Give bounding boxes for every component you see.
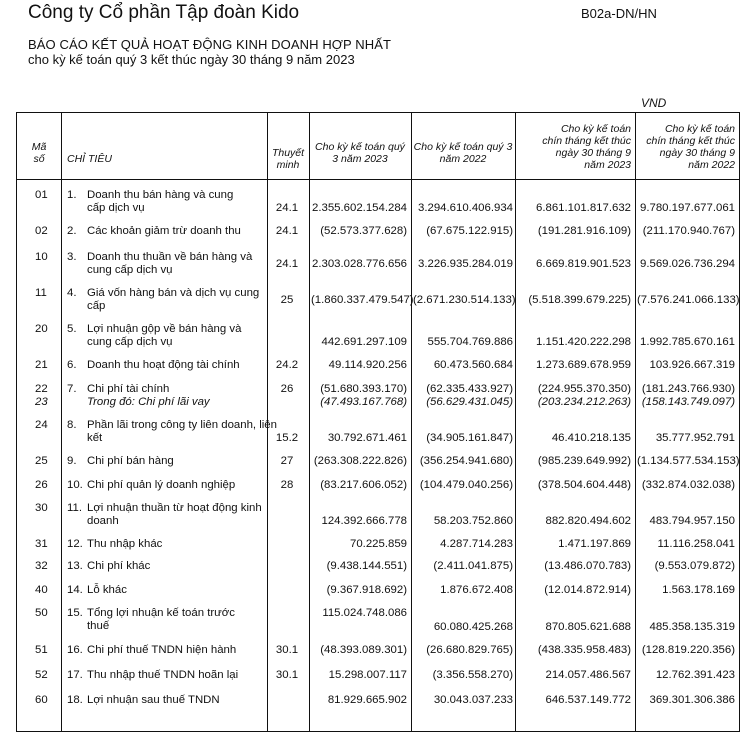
- header-line: chín tháng kết thúc: [542, 135, 631, 147]
- value-q3-2022: (3.356.558.270): [432, 669, 513, 681]
- value-q3-2023: 115.024.748.086: [322, 607, 407, 619]
- row-label: Doanh thu thuần về bán hàng và cung cấp dịch vụ: [87, 251, 253, 276]
- column-divider: [309, 113, 310, 731]
- row-note: 24.1: [275, 258, 299, 270]
- header-line: chín tháng kết thúc: [646, 135, 735, 147]
- row-label: Doanh thu bán hàng và cung cấp dịch vụ: [87, 189, 234, 214]
- value-q3-2022: 58.203.752.860: [433, 515, 513, 527]
- value-9m-2023: (438.335.958.483): [537, 644, 631, 656]
- value-9m-2023: (203.234.212.263): [537, 396, 631, 408]
- row-code: 02: [35, 225, 48, 237]
- value-q3-2023: (9.367.918.692): [326, 584, 407, 596]
- header-line: năm 2022: [439, 153, 487, 165]
- report-period: cho kỳ kế toán quý 3 kết thúc ngày 30 tháng 9 năm 2023: [28, 52, 355, 67]
- row-code: 31: [35, 538, 48, 550]
- row-code: 50: [35, 607, 48, 619]
- row-code: 30: [35, 502, 48, 514]
- form-code: B02a-DN/HN: [581, 6, 657, 21]
- value-9m-2022: 483.794.957.150: [649, 515, 735, 527]
- row-number: 1.: [67, 189, 77, 201]
- value-q3-2022: (67.675.122.915): [426, 225, 513, 237]
- row-label: Doanh thu hoạt động tài chính: [87, 359, 240, 371]
- value-q3-2022: 3.294.610.406.934: [417, 202, 513, 214]
- value-q3-2023: 49.114.920.256: [328, 359, 407, 371]
- value-q3-2022: 1.876.672.408: [440, 584, 513, 596]
- value-q3-2022: (2.411.041.875): [433, 560, 513, 572]
- row-number: 13.: [67, 560, 83, 572]
- row-number: 7.: [67, 383, 77, 395]
- row-code: 11: [35, 287, 47, 299]
- row-code: 23: [35, 396, 48, 408]
- value-9m-2022: (158.143.749.097): [641, 396, 735, 408]
- value-q3-2022: 3.226.935.284.019: [417, 258, 513, 270]
- row-code: 01: [35, 189, 48, 201]
- value-q3-2022: (34.905.161.847): [426, 432, 513, 444]
- header-divider: [17, 179, 739, 180]
- value-q3-2022: 4.287.714.283: [440, 538, 513, 550]
- header-line: năm 2022: [688, 159, 735, 171]
- row-label: Lỗ khác: [87, 584, 127, 596]
- row-label: Lợi nhuận sau thuế TNDN: [87, 694, 220, 706]
- column-divider: [411, 113, 412, 731]
- header-line: Cho kỳ kế toán quý 3: [413, 141, 513, 153]
- row-note: 30.1: [275, 644, 299, 656]
- value-q3-2023: (52.573.377.628): [320, 225, 407, 237]
- row-label: Lợi nhuận gộp về bán hàng và cung cấp dịch vụ: [87, 323, 242, 348]
- header-note-line: minh: [276, 159, 300, 171]
- header-note: [267, 147, 309, 171]
- value-9m-2022: (332.874.032.038): [641, 479, 735, 491]
- header-q3-2023: [311, 141, 409, 165]
- row-number: 5.: [67, 323, 77, 335]
- row-code: 25: [35, 455, 48, 467]
- row-note: 26: [280, 383, 294, 395]
- value-q3-2023: 2.303.028.776.656: [311, 258, 407, 270]
- value-9m-2023: 1.471.197.869: [558, 538, 631, 550]
- row-note: 27: [280, 455, 294, 467]
- row-label: Trong đó: Chi phí lãi vay: [87, 396, 210, 408]
- header-line: Cho kỳ kế toán: [664, 123, 735, 135]
- row-note: 15.2: [275, 432, 299, 444]
- header-line: năm 2023: [584, 159, 631, 171]
- value-9m-2022: (211.170.940.767): [642, 225, 735, 237]
- row-label: Chi phí thuế TNDN hiện hành: [87, 644, 237, 656]
- value-9m-2022: 11.116.258.041: [657, 538, 735, 550]
- value-q3-2022: 60.080.425.268: [433, 621, 513, 633]
- value-9m-2023: 1.273.689.678.959: [535, 359, 631, 371]
- value-q3-2022: (62.335.433.927): [426, 383, 513, 395]
- value-q3-2023: (1.860.337.479.547): [311, 294, 414, 306]
- row-number: 17.: [67, 669, 83, 681]
- row-code: 22: [35, 383, 48, 395]
- value-9m-2022: 9.780.197.677.061: [639, 202, 735, 214]
- row-code: 52: [35, 669, 48, 681]
- value-q3-2023: (9.438.144.551): [326, 560, 407, 572]
- value-q3-2022: (26.680.829.765): [426, 644, 513, 656]
- value-9m-2023: 882.820.494.602: [545, 515, 631, 527]
- header-9m-2022: [637, 123, 735, 171]
- row-note: 24.1: [275, 225, 299, 237]
- value-q3-2023: 30.792.671.461: [327, 432, 407, 444]
- row-number: 11.: [67, 502, 82, 514]
- value-q3-2023: (263.308.222.826): [313, 455, 407, 467]
- row-number: 12.: [67, 538, 83, 550]
- value-9m-2023: (12.014.872.914): [544, 584, 631, 596]
- row-number: 8.: [67, 419, 77, 431]
- column-divider: [515, 113, 516, 731]
- row-label: Lợi nhuận thuần từ hoạt động kinh doanh: [87, 502, 262, 527]
- row-label: Chi phí quản lý doanh nghiệp: [87, 479, 236, 491]
- value-q3-2022: (104.479.040.256): [419, 479, 513, 491]
- row-number: 6.: [67, 359, 77, 371]
- value-9m-2023: 6.669.819.901.523: [535, 258, 631, 270]
- header-9m-2023: [517, 123, 631, 171]
- row-code: 21: [35, 359, 48, 371]
- value-9m-2023: (985.239.649.992): [537, 455, 631, 467]
- row-note: 30.1: [275, 669, 299, 681]
- value-9m-2023: 214.057.486.567: [545, 669, 631, 681]
- value-9m-2022: (181.243.766.930): [641, 383, 735, 395]
- value-9m-2022: (7.576.241.066.133): [637, 294, 740, 306]
- row-number: 10.: [67, 479, 83, 491]
- value-q3-2022: (56.629.431.045): [426, 396, 513, 408]
- value-q3-2022: (356.254.941.680): [419, 455, 513, 467]
- value-q3-2023: 81.929.665.902: [327, 694, 407, 706]
- row-label: Các khoản giảm trừ doanh thu: [87, 225, 241, 237]
- value-9m-2023: (224.955.370.350): [537, 383, 631, 395]
- row-number: 2.: [67, 225, 77, 237]
- value-9m-2022: 485.358.135.319: [649, 621, 735, 633]
- value-9m-2022: 35.777.952.791: [655, 432, 735, 444]
- value-9m-2022: 103.926.667.319: [649, 359, 735, 371]
- value-9m-2022: (9.553.079.872): [654, 560, 735, 572]
- row-note: 25: [280, 294, 294, 306]
- income-statement-table: [16, 112, 740, 732]
- value-q3-2023: (48.393.089.301): [320, 644, 407, 656]
- company-name: Công ty Cổ phần Tập đoàn Kido: [28, 2, 300, 23]
- header-code: [21, 141, 57, 165]
- row-note: 28: [280, 479, 294, 491]
- value-9m-2022: (1.134.577.534.153): [637, 455, 740, 467]
- value-q3-2022: 30.043.037.233: [433, 694, 513, 706]
- value-9m-2023: 870.805.621.688: [545, 621, 631, 633]
- row-number: 3.: [67, 251, 77, 263]
- value-9m-2023: (378.504.604.448): [537, 479, 631, 491]
- report-title: BÁO CÁO KẾT QUẢ HOẠT ĐỘNG KINH DOANH HỢP NHẤT: [28, 37, 392, 52]
- value-q3-2022: (2.671.230.514.133): [413, 294, 516, 306]
- row-label: Tổng lợi nhuận kế toán trước thuế: [87, 607, 235, 632]
- header-note-line: Thuyết: [271, 147, 305, 159]
- value-q3-2023: 15.298.007.117: [328, 669, 407, 681]
- value-9m-2023: 6.861.101.817.632: [535, 202, 631, 214]
- row-label: Thu nhập thuế TNDN hoãn lại: [87, 669, 239, 681]
- value-9m-2022: 1.563.178.169: [662, 584, 735, 596]
- value-q3-2022: 555.704.769.886: [427, 336, 513, 348]
- header-line: ngày 30 tháng 9: [659, 147, 735, 159]
- row-note: 24.2: [275, 359, 299, 371]
- value-q3-2022: 60.473.560.684: [433, 359, 513, 371]
- row-code: 10: [35, 251, 48, 263]
- row-label: Phần lãi trong công ty liên doanh, liên kết: [87, 419, 277, 444]
- value-q3-2023: 124.392.666.778: [321, 515, 407, 527]
- column-divider: [635, 113, 636, 731]
- row-label: Chi phí bán hàng: [87, 455, 174, 467]
- value-q3-2023: (83.217.606.052): [320, 479, 407, 491]
- value-9m-2022: 9.569.026.736.294: [639, 258, 735, 270]
- row-code: 51: [35, 644, 48, 656]
- value-9m-2023: 646.537.149.772: [545, 694, 631, 706]
- value-q3-2023: (51.680.393.170): [320, 383, 407, 395]
- header-code-line: Mã: [31, 141, 47, 153]
- row-number: 15.: [67, 607, 83, 619]
- header-code-line: số: [33, 153, 45, 165]
- header-line: 3 năm 2023: [332, 153, 388, 165]
- header-line: ngày 30 tháng 9: [555, 147, 631, 159]
- value-q3-2023: 70.225.859: [349, 538, 407, 550]
- row-label: Giá vốn hàng bán và dịch vụ cung cấp: [87, 287, 260, 312]
- row-number: 9.: [67, 455, 77, 467]
- row-code: 20: [35, 323, 48, 335]
- value-9m-2023: 46.410.218.135: [551, 432, 631, 444]
- row-label: Chi phí tài chính: [87, 383, 170, 395]
- value-q3-2023: 442.691.297.109: [321, 336, 407, 348]
- row-number: 14.: [67, 584, 83, 596]
- header-line: Cho kỳ kế toán quý: [315, 141, 405, 153]
- row-code: 40: [35, 584, 48, 596]
- row-note: 24.1: [275, 202, 299, 214]
- value-9m-2023: 1.151.420.222.298: [535, 336, 631, 348]
- row-label: Chi phí khác: [87, 560, 151, 572]
- row-number: 18.: [67, 694, 83, 706]
- header-q3-2022: [413, 141, 513, 165]
- row-code: 26: [35, 479, 48, 491]
- value-9m-2022: 12.762.391.423: [655, 669, 735, 681]
- row-number: 16.: [67, 644, 83, 656]
- row-code: 24: [35, 419, 48, 431]
- row-label: Thu nhập khác: [87, 538, 163, 550]
- value-9m-2023: (5.518.399.679.225): [528, 294, 631, 306]
- value-9m-2022: (128.819.220.356): [641, 644, 735, 656]
- value-q3-2023: (47.493.167.768): [320, 396, 407, 408]
- currency-label: VND: [641, 96, 667, 110]
- value-9m-2022: 369.301.306.386: [649, 694, 735, 706]
- value-9m-2023: (13.486.070.783): [544, 560, 631, 572]
- value-q3-2023: 2.355.602.154.284: [311, 202, 407, 214]
- header-item: CHỈ TIÊU: [67, 153, 112, 165]
- value-9m-2022: 1.992.785.670.161: [639, 336, 735, 348]
- row-code: 32: [35, 560, 48, 572]
- row-number: 4.: [67, 287, 77, 299]
- header-line: Cho kỳ kế toán: [560, 123, 631, 135]
- row-code: 60: [35, 694, 48, 706]
- value-9m-2023: (191.281.916.109): [537, 225, 631, 237]
